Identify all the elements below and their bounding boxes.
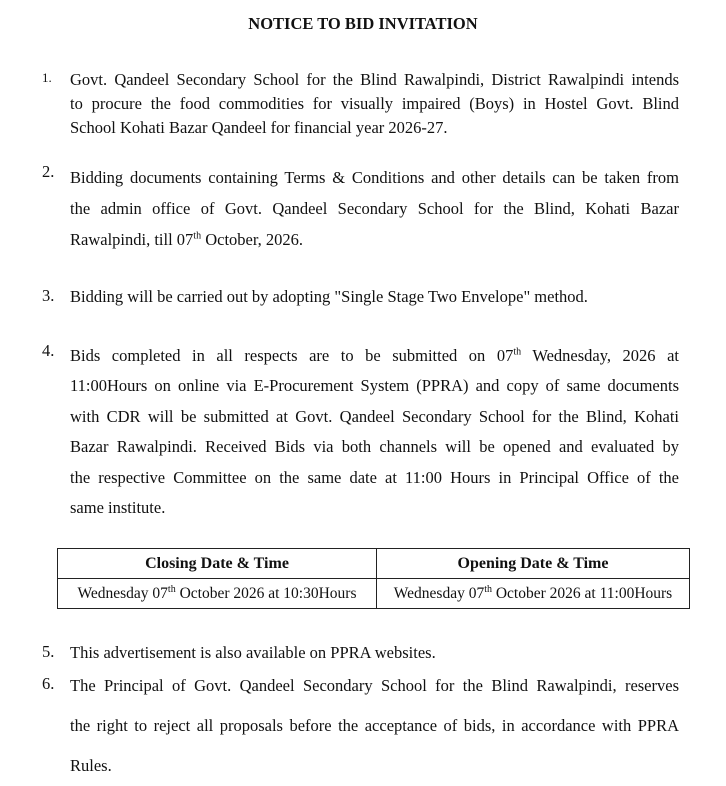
item-line: same institute.	[70, 498, 166, 518]
item-number: 3.	[42, 286, 55, 305]
opening-datetime	[377, 579, 690, 609]
item-line: The Principal of Govt. Qandeel Secondary School for the Blind Rawalpindi, reserves	[70, 676, 679, 695]
item-number: 5.	[42, 642, 55, 661]
date-text: Rawalpindi, till 07	[70, 230, 194, 249]
item-text	[70, 341, 679, 523]
opening-text: Wednesday 07	[393, 584, 485, 602]
item-number: 6.	[42, 674, 55, 693]
item-line: Govt. Qandeel Secondary School for the Blind Rawalpindi, District Rawalpindi intends	[70, 70, 679, 89]
submission-text: Bids completed in all respects are to be submitted on 07	[70, 346, 514, 365]
table-row	[58, 579, 690, 609]
item-line	[70, 224, 679, 255]
item-line: School Kohati Bazar Qandeel for financial year 2026-27.	[70, 118, 448, 137]
item-line: the right to reject all proposals before the acceptance of bids, in accordance with PPRA	[70, 716, 679, 735]
item-line: the admin office of Govt. Qandeel Secondary School for the Blind, Kohati Bazar	[70, 199, 679, 218]
item-number: 4.	[42, 341, 55, 360]
item-number: 1.	[42, 70, 52, 85]
ordinal-suffix: th	[167, 583, 176, 595]
item-line	[70, 341, 679, 371]
ordinal-suffix: th	[193, 230, 202, 242]
item-line: This advertisement is also available on PPRA websites.	[70, 643, 436, 662]
item-line: to procure the food commodities for visually impaired (Boys) in Hostel Govt. Blind	[70, 94, 679, 113]
item-text	[70, 642, 679, 664]
closing-text: October 2026 at 10:30Hours	[175, 584, 357, 602]
table-header-row	[58, 549, 690, 579]
item-line: Bidding will be carried out by adopting "Single Stage Two Envelope" method.	[70, 287, 588, 306]
item-line: Bidding documents containing Terms & Conditions and other details can be taken from	[70, 168, 679, 187]
item-line: 11:00Hours on online via E-Procurement System (PPRA) and copy of same documents	[70, 376, 679, 396]
item-text	[70, 162, 679, 255]
item-line: the respective Committee on the same date at 11:00 Hours in Principal Office of the	[70, 467, 679, 487]
item-text	[70, 68, 679, 140]
opening-text: October 2026 at 11:00Hours	[491, 584, 673, 602]
schedule-table	[57, 548, 690, 609]
item-text	[70, 666, 679, 786]
closing-datetime	[58, 579, 377, 609]
item-line: with CDR will be submitted at Govt. Qandeel Secondary School for the Blind, Kohati	[70, 406, 679, 426]
ordinal-suffix: th	[513, 346, 522, 358]
item-text	[70, 286, 679, 308]
closing-text: Wednesday 07	[77, 584, 168, 602]
notice-title: NOTICE TO BID INVITATION	[248, 14, 478, 33]
opening-header: Opening Date & Time	[377, 549, 690, 579]
closing-header: Closing Date & Time	[58, 549, 377, 579]
date-text: October, 2026.	[201, 230, 304, 249]
ordinal-suffix: th	[484, 583, 492, 595]
item-line: Bazar Rawalpindi. Received Bids via both channels will be opened and evaluated by	[70, 437, 679, 457]
submission-text: Wednesday, 2026 at	[521, 346, 679, 365]
item-line: Rules.	[70, 756, 112, 775]
item-number: 2.	[42, 162, 55, 181]
